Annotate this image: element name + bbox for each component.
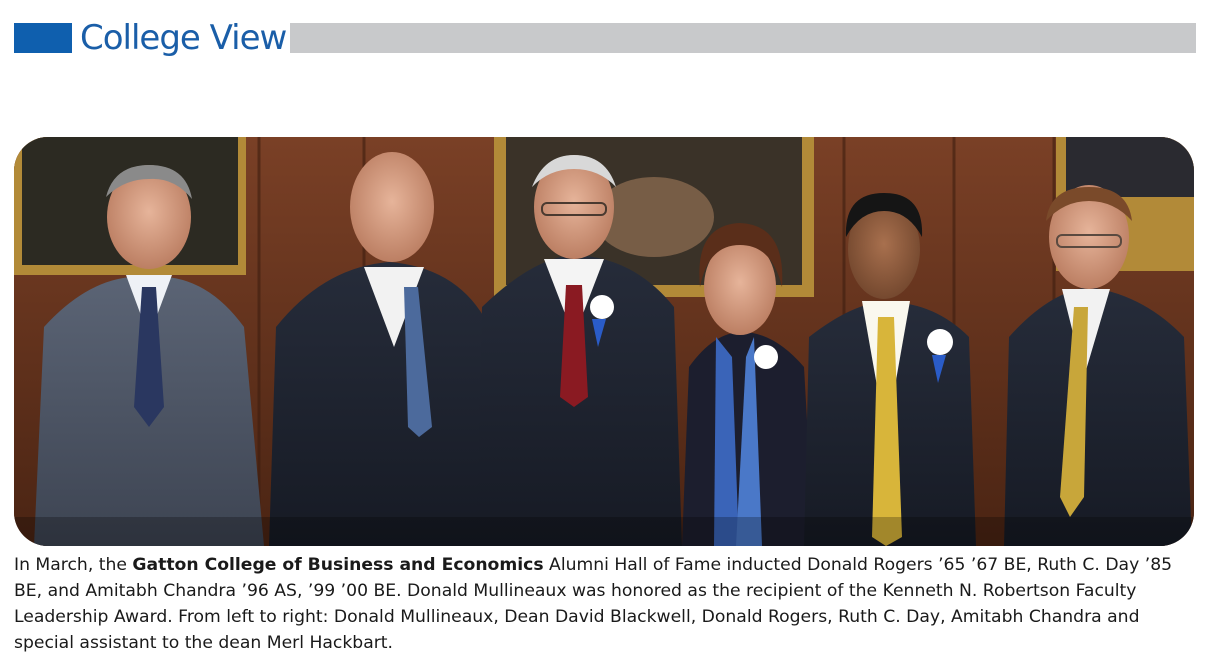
group-photo bbox=[14, 137, 1194, 546]
caption-college-name: Gatton College of Business and Economics bbox=[132, 555, 544, 575]
header-accent-block bbox=[14, 23, 72, 53]
caption-body: Alumni Hall of Fame inducted Donald Rogers ’65 ’67 BE, Ruth C. Day ’85 BE, and Amitabh Chandra ’96 AS, ’99 ’00 BE. Donald Mullineaux was honored as the recipient of the Kenneth N. Robertson Faculty Leadership Award. From left to right: Donald Mullineaux, Dean David Blackwell, Donald Rogers, Ruth C. Day, Amitabh Chandra and special assistant to the dean Merl Hackbart. bbox=[14, 555, 1173, 653]
caption-intro: In March, the bbox=[14, 555, 133, 575]
group-photo-image bbox=[14, 137, 1194, 546]
header-rule bbox=[290, 23, 1196, 53]
page-title: College View bbox=[80, 18, 287, 58]
photo-caption bbox=[14, 552, 1194, 656]
